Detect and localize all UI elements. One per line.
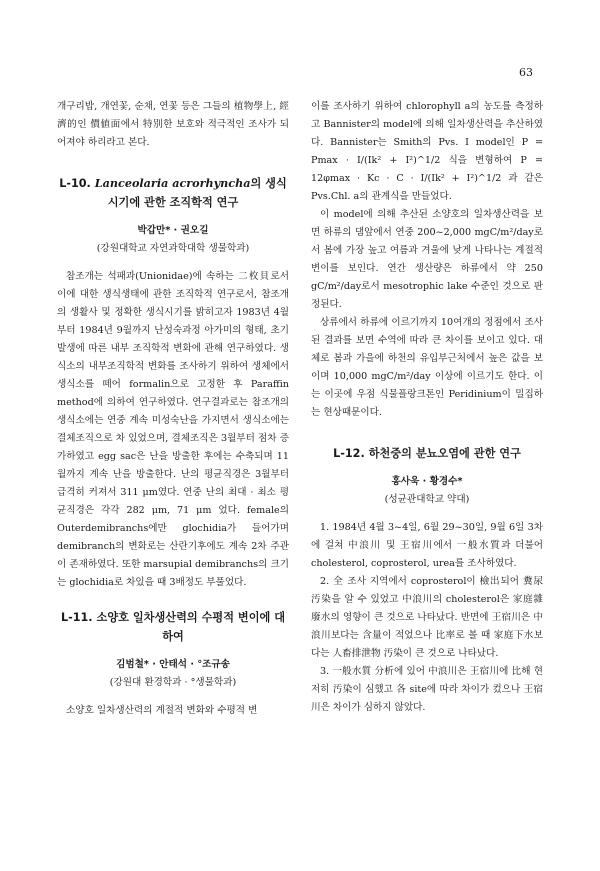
l11-continuation-1: 이를 조사하기 위하여 chlorophyll a의 농도를 측정하고 Bannister의 model에 의해 일차생산력을 추산하였다. Bannister는 Smith의 Pvs. I model인 P = Pmax · I/(Ik² + I²)^1/2 식을 변형하여 P = 12φmax · Kc · C · I/(Ik² + I²)^1/2 과 같은 Pvs.Chl. a의 관계식을 만들었다. <box>311 101 543 202</box>
l11-continuation-2: 이 model에 의해 추산된 소양호의 일차생산력을 보면 하류의 댐앞에서 연중 200~2,000 mgC/m²/day로서 봄에 가장 높고 여름과 겨울에 낮게 나타나는 계절적 변이를 보인다. 연간 생산량은 하류에서 약 250 gC/m²/day로서 mesotrophic lake 수준인 것으로 판정된다. <box>311 209 543 310</box>
l12-item-2: 2. 全 조사 지역에서 coprosterol이 檢出되어 糞尿汚染을 알 수 있었고 中浪川의 cholesterol은 家庭雜廢水의 영향이 큰 것으로 나타났다. 반면에 王宿川은 中浪川보다는 含量이 적었으나 比率로 볼 때 家庭下水보다는 人畜排泄物 汚染이 큰 것으로 나타났다. <box>311 576 543 659</box>
section-l11-title-text: 소양호 일차생산력의 수평적 변이에 대하여 <box>96 611 286 643</box>
section-l11-authors: 김범철* · 안태석 · °조규송 <box>116 659 230 670</box>
page-number: 63 <box>519 66 533 79</box>
section-l11-number: L-11. <box>60 611 93 624</box>
section-l12-affiliation: (성균관대학교 약대) <box>384 494 470 505</box>
section-l10-body: 참조개는 석패과(Unionidae)에 속하는 二枚貝로서 이에 대한 생식생태에 관한 조직학적 연구로서, 참조개의 생활사 및 정확한 생식시기를 밝히고자 1983년 4월부터 1984년 9월까지 난성숙과정 아가미의 형태, 초기 발생에 따른 내부 조직학적 변화에 관해 연구하였다. 생식소의 내부조직학적 변화를 조사하기 위하여 생체에서 생식소를 떼어 formalin으로 고정한 후 Paraffin method에 의하여 연구하였다. 연구결과로는 참조개의 생식소에는 연중 계속 미성숙난을 가지면서 생식소에는 결체조직으로 차 있었으며, 결체조직은 3월부터 점차 증가하였고 egg sac은 난을 방출한 후에는 수축되며 11월까지 계속 난을 방출한다. 난의 평균직경은 3월부터 급격히 커져서 311 μm였다. 연중 난의 최대 · 최소 평균직경은 각각 282 μm, 71 μm 었다. female의 Outerdemibranchs에만 glochidia가 들어가며 demibranch의 변화로는 산란기후에도 계속 2차 주관이 존재하였다. 또한 marsupial demibranchs의 크기는 glochidia로 차있을 때 3배정도 부풀었다. <box>57 271 289 588</box>
section-l10-title-text: 의 생식시기에 관한 조직학적 연구 <box>107 177 287 209</box>
section-l12-title <box>311 444 543 463</box>
right-column <box>311 98 543 717</box>
section-l11-body: 소양호 일차생산력의 계절적 변화와 수평적 변 <box>66 705 258 716</box>
section-l10-affiliation: (강원대학교 자연과학대학 생물학과) <box>96 243 250 254</box>
section-l12-title-text: 하천중의 분뇨오염에 관한 연구 <box>368 447 521 460</box>
l12-item-3: 3. 一般水質 分析에 있어 中浪川은 王宿川에 比해 현저히 汚染이 심했고 各 site에 따라 차이가 컸으나 王宿川은 차이가 심하지 않았다. <box>311 666 543 713</box>
section-l11-affiliation: (강원대 환경학과 · °생물학과) <box>109 677 237 688</box>
section-l10-species: Lanceolaria acrorhyncha <box>94 176 251 190</box>
left-column <box>57 98 289 720</box>
section-l10-number: L-10. <box>59 177 91 190</box>
l12-item-1: 1. 1984년 4월 3~4일, 6월 29~30일, 9월 6일 3차에 걸쳐 中浪川 및 王宿川에서 一般水質과 더불어 cholesterol, coprosterol, urea를 조사하였다. <box>311 522 543 569</box>
intro-paragraph: 개구리밥, 개연꽃, 순채, 연꽃 등은 그들의 植物學上, 經濟的인 價値面에서 特別한 보호와 적극적인 조사가 되어져야 하리라고 본다. <box>57 101 289 148</box>
l11-continuation-3: 상류에서 하류에 이르기까지 10여개의 정점에서 조사된 결과를 보면 수역에 따라 큰 차이를 보이고 있다. 대체로 봄과 가을에 하천의 유입부근처에서 높은 값을 보이며 10,000 mgC/m²/day 이상에 이르기도 한다. 이는 이곳에 우점 식물플랑크톤인 Peridinium이 밀집하는 현상때문이다. <box>311 317 543 418</box>
section-l10-title <box>57 174 289 212</box>
section-l11-title <box>57 608 289 646</box>
section-l10-authors: 박갑만* · 권오길 <box>137 225 209 236</box>
section-l12-authors: 홍사욱 · 황경수* <box>391 476 463 487</box>
section-l12-number: L-12. <box>333 447 365 460</box>
